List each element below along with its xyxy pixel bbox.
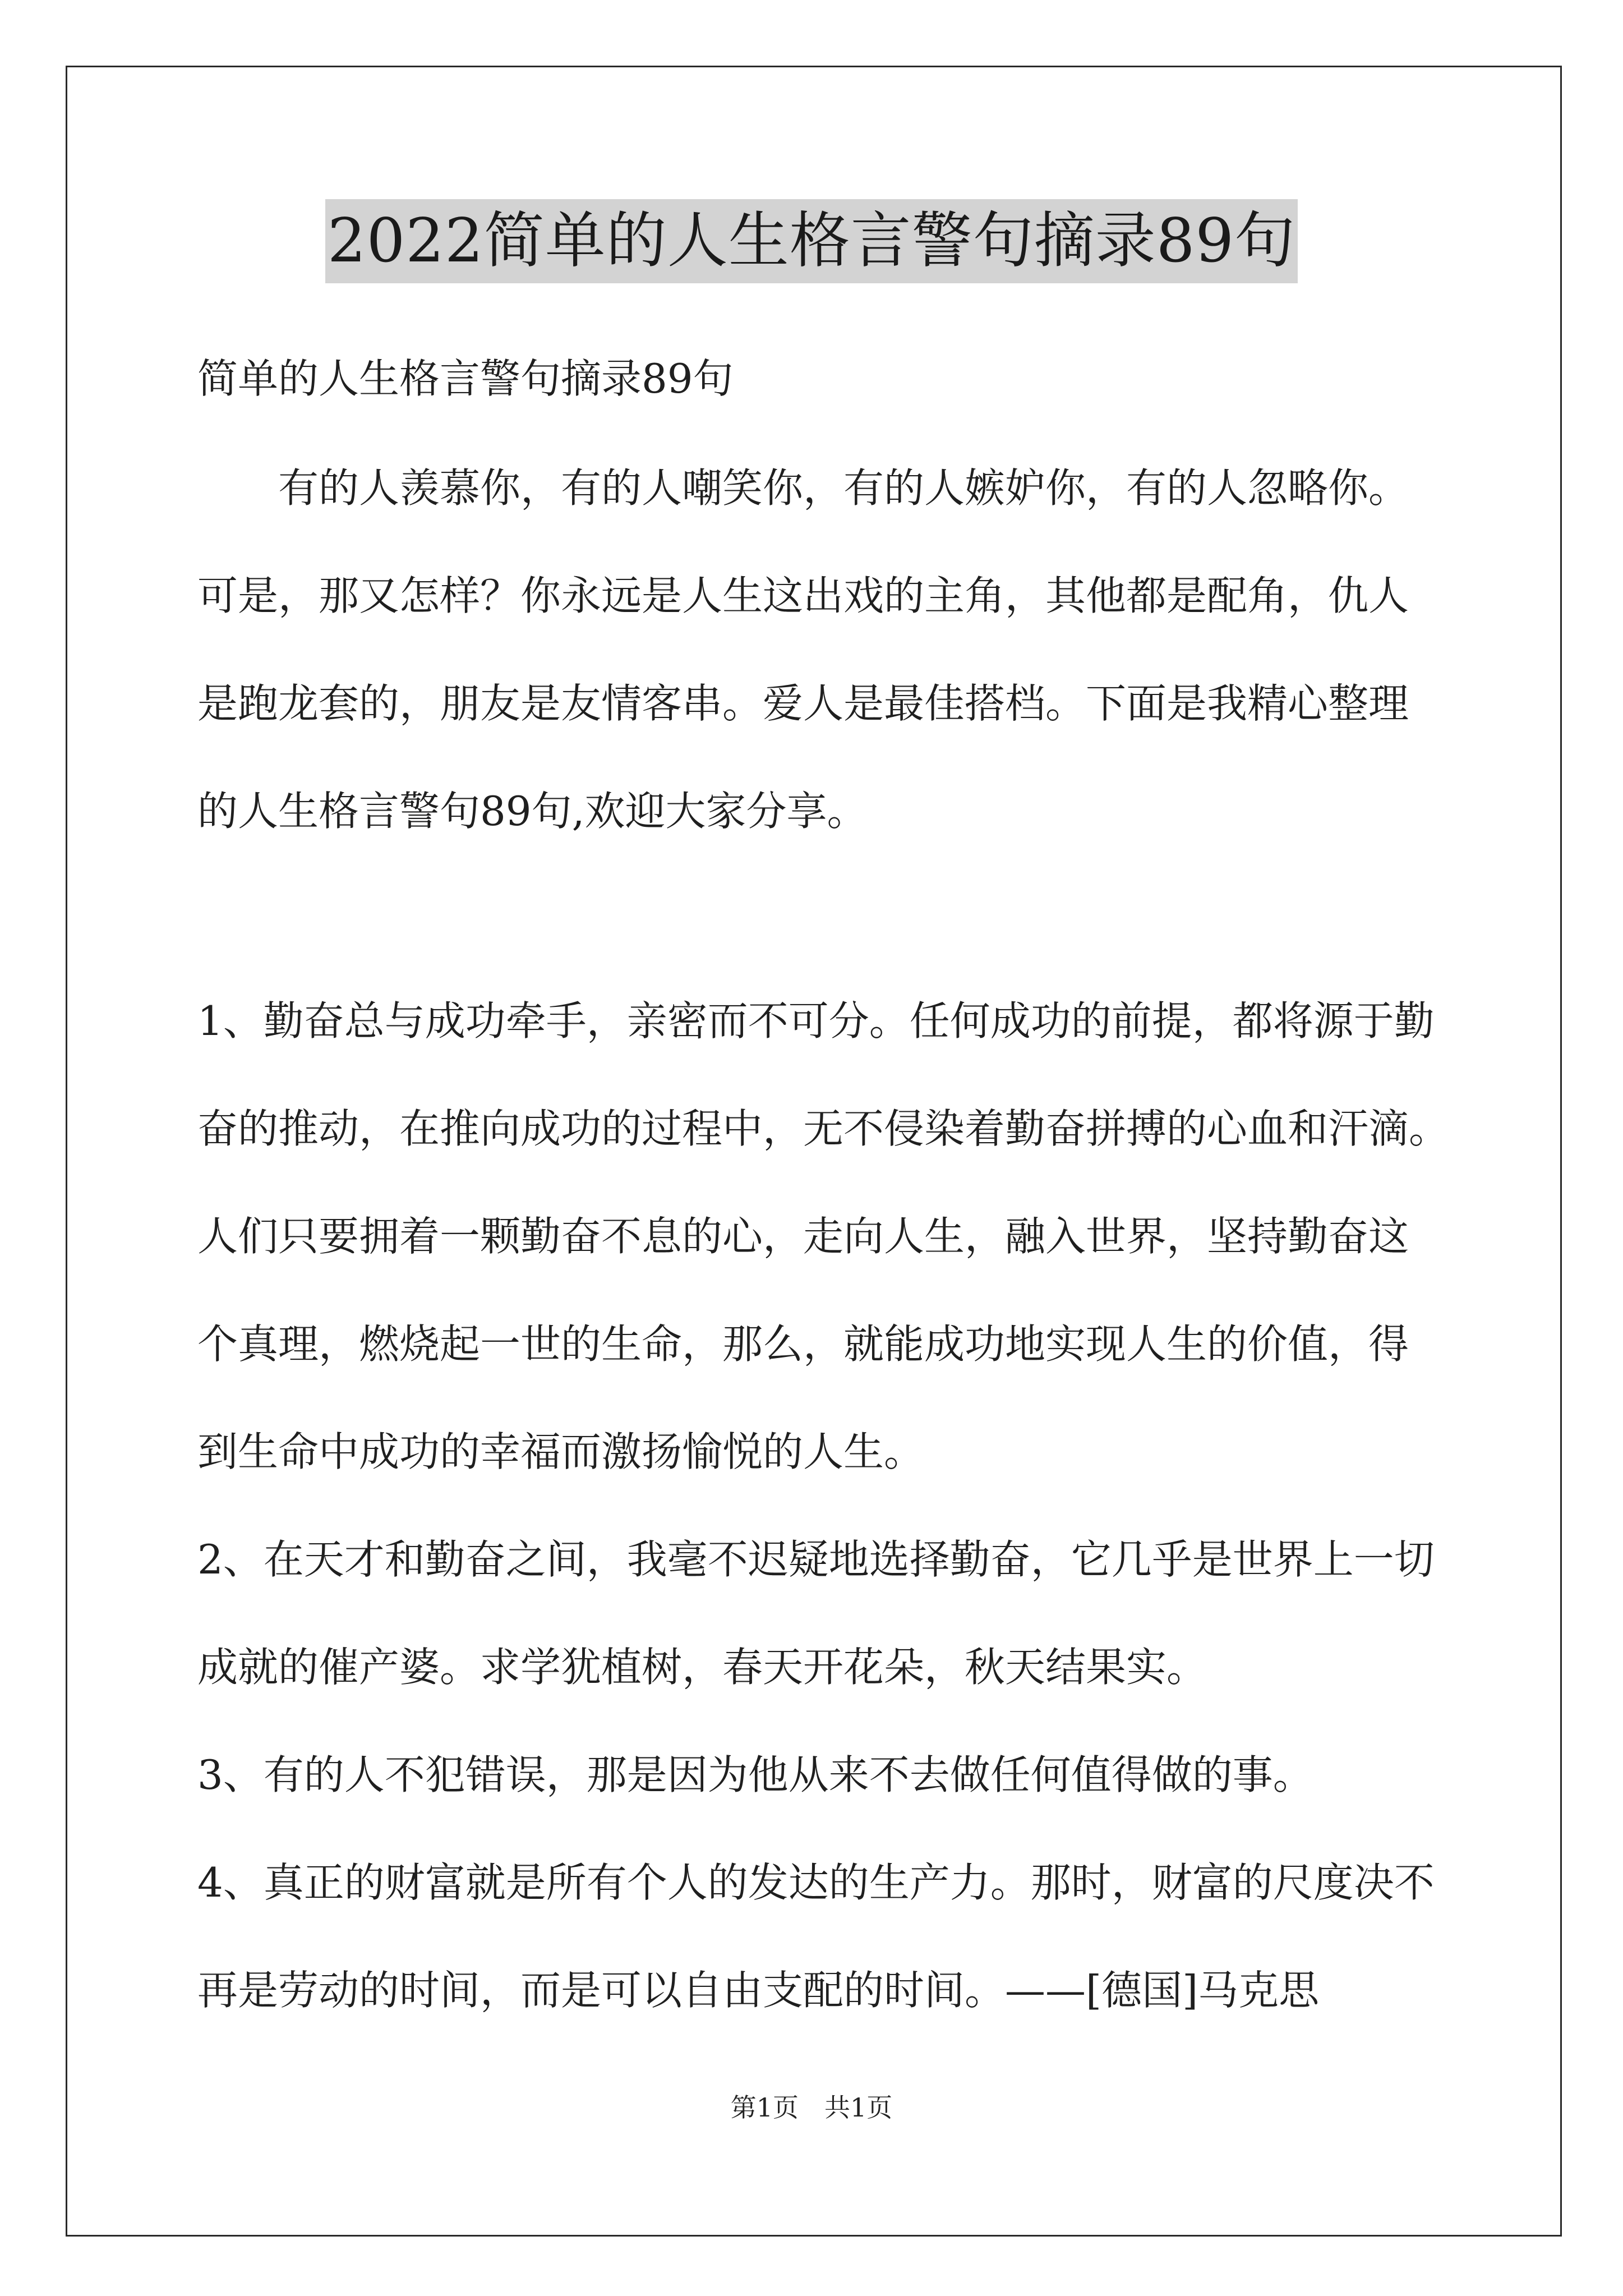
quote-1-line-5: 到生命中成功的幸福而激扬愉悦的人生。 <box>197 1428 925 1475</box>
quote-1-line-2: 奋的推动，在推向成功的过程中，无不侵染着勤奋拼搏的心血和汗滴。 <box>197 1105 1450 1152</box>
quote-1-line-3: 人们只要拥着一颗勤奋不息的心，走向人生，融入世界，坚持勤奋这 <box>197 1213 1409 1260</box>
document-title: 2022简单的人生格言警句摘录89句 <box>325 199 1298 283</box>
intro-line-4: 的人生格言警句89句,欢迎大家分享。 <box>197 788 868 835</box>
quote-3-line-1: 3、有的人不犯错误，那是因为他从来不去做任何值得做的事。 <box>197 1751 1313 1798</box>
quote-1-line-1: 1、勤奋总与成功牵手，亲密而不可分。任何成功的前提，都将源于勤 <box>197 997 1435 1045</box>
intro-line-1: 有的人羡慕你，有的人嘲笑你，有的人嫉妒你，有的人忽略你。 <box>197 464 1409 512</box>
quote-2-line-1: 2、在天才和勤奋之间，我毫不迟疑地选择勤奋，它几乎是世界上一切 <box>197 1536 1435 1583</box>
quote-2-line-2: 成就的催产婆。求学犹植树，春天开花朵，秋天结果实。 <box>197 1644 1207 1691</box>
intro-line-3: 是跑龙套的，朋友是友情客串。爱人是最佳搭档。下面是我精心整理 <box>197 680 1409 727</box>
document-subtitle: 简单的人生格言警句摘录89句 <box>197 355 734 402</box>
quote-4-line-2: 再是劳动的时间，而是可以自由支配的时间。——[德国]马克思 <box>197 1967 1320 2014</box>
page-footer: 第1页 共1页 <box>730 2092 893 2123</box>
quote-4-line-1: 4、真正的财富就是所有个人的发达的生产力。那时，财富的尺度决不 <box>197 1859 1435 1906</box>
intro-line-2: 可是，那又怎样？你永远是人生这出戏的主角，其他都是配角，仇人 <box>197 572 1409 619</box>
quote-1-line-4: 个真理，燃烧起一世的生命，那么，就能成功地实现人生的价值，得 <box>197 1320 1409 1368</box>
title-container <box>0 199 1623 283</box>
